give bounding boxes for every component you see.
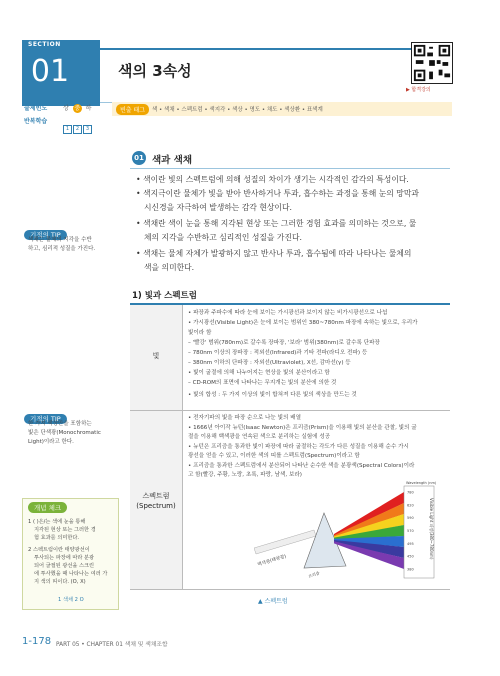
review-box-3[interactable]: 3 <box>83 125 92 134</box>
section01-title: 색과 색채 <box>152 155 193 166</box>
bullet-line: • 색채란 색이 눈을 통해 지각된 현상 또는 그러한 경험 효과를 의미하는 것으로, 물 <box>136 219 417 228</box>
prism-label: 프리즘 <box>307 570 321 579</box>
footer-text: PART 05 • CHAPTER 01 색채 및 색채조합 <box>56 642 168 648</box>
section01-rule <box>130 168 450 169</box>
difficulty-label: 출제빈도 <box>24 105 48 112</box>
table-bottom-border <box>130 589 450 590</box>
spectrum-figure <box>254 478 444 583</box>
concept-check-line: 에 투사했을 때 나타나는 여러 가 <box>34 571 108 577</box>
bullet-line: 시신경을 자극하여 발생하는 감각 현상이다. <box>144 203 292 212</box>
wavelength-tick-label: 780 <box>407 490 414 495</box>
review-box-1[interactable]: 1 <box>63 125 72 134</box>
tip1-head: 기적의 TIP <box>24 230 67 240</box>
subsection1-title: 1) 빛과 스펙트럼 <box>132 291 197 301</box>
visible-light-scale-label: Visible Light 파장(380~780nm) <box>429 498 434 560</box>
concept-check-answer: 1 색채 2 O <box>58 597 84 603</box>
review-boxes[interactable] <box>63 115 93 134</box>
wavelength-tick-label: 570 <box>407 529 414 533</box>
table-row-head <box>130 305 183 410</box>
table-cell-line: – '빨강' 범위(780nm)로 갈수록 장파장, '보라' 범위(380nm)로 갈수록 단파장 <box>188 340 380 346</box>
tip2-line: Light)이라고 한다. <box>28 439 74 445</box>
table-cell-line: 고 함(빨강, 주황, 노랑, 초록, 파랑, 남색, 보라) <box>188 472 302 478</box>
difficulty-high: 상 <box>63 105 69 112</box>
bullet-line: • 색채는 물체 자체가 발광하지 않고 반사나 투과, 흡수됨에 따라 나타나는 물체의 <box>136 249 412 258</box>
table-cell-line: • 프리즘을 통과한 스펙트럼에서 분산되어 나타난 순수한 색을 분광색(Spectral Colors)이라 <box>188 463 415 469</box>
wavelength-tick-label: 495 <box>407 541 414 546</box>
review-box-2[interactable]: 2 <box>73 125 82 134</box>
tip1-line: 하고, 심리적 성질을 가진다. <box>28 246 96 252</box>
row-head-light: 빛 <box>152 352 160 360</box>
table-cell-line: • 빛의 합성 : 두 가지 이상의 빛이 합쳐져 다른 빛의 색상을 만드는 것 <box>188 392 357 398</box>
table-cell-line: • 뉴턴은 프리즘을 통과한 빛이 파장에 따라 굴절하는 각도가 다른 성질을 이용해 순수 가시 <box>188 444 409 450</box>
wavelength-tick-label: 590 <box>407 516 414 521</box>
white-light-label: 백색광(태양광) <box>257 554 287 568</box>
difficulty-mid: 중 <box>74 105 81 112</box>
wavelength-tick-label: 380 <box>407 567 414 572</box>
wavelength-tick-label: 620 <box>407 503 414 508</box>
table-cell-line: • 가시광선(Visible Light)은 눈에 보이는 범위인 380~780nm 파장에 속하는 빛으로, 우리가 <box>188 320 418 326</box>
wavelength-tick-label: 450 <box>407 554 414 559</box>
page-title: 색의 3속성 <box>118 62 192 80</box>
concept-check-line: 되어 굴절된 광선을 스크린 <box>34 563 95 569</box>
tags-label: 빈출 태그 <box>116 104 149 115</box>
tags-text: 색 • 색채 • 스펙트럼 • 색지각 • 색상 • 명도 • 채도 • 색상환 • 표색계 <box>152 107 323 113</box>
concept-check-line: 2 스펙트럼이란 태양광선이 <box>28 547 90 553</box>
row-head-spectrum: 스펙트럼 (Spectrum) <box>136 492 176 510</box>
concept-check-line: 험 효과를 의미한다. <box>34 535 80 541</box>
difficulty-low: 하 <box>85 105 92 112</box>
section-number: 01 <box>30 54 70 89</box>
difficulty-levels <box>63 103 91 113</box>
table-cell-line: • 1666년 아이작 뉴턴(Isaac Newton)은 프리즘(Prism)을 이용해 빛의 분산을 관찰, 빛의 굴 <box>188 425 417 431</box>
review-label: 반복학습 <box>24 118 48 125</box>
qr-caption: ▶ 합격강의 <box>406 87 431 93</box>
concept-check-head: 개념 체크 <box>28 502 67 513</box>
bullet-line: 색을 의미한다. <box>144 263 195 272</box>
table-cell-line: 광선을 얻을 수 있고, 이러한 색의 띠를 스펙트럼(Spectrum)이라고 함 <box>188 453 360 459</box>
wavelengths-label: Wavelength (nm) <box>406 481 437 485</box>
concept-check-line: 1 ( )은/는 색에 눈을 통해 <box>28 519 86 525</box>
bullet-line: • 색지극이란 물체가 빛을 받아 반사하거나 투과, 흡수하는 과정을 통해 눈의 망막과 <box>136 189 419 198</box>
table-row-head <box>130 411 183 589</box>
table-cell-line: – CD-ROM의 표면에 나타나는 무지개는 빛의 분산에 의한 것 <box>188 380 337 386</box>
table-cell-line: – 780nm 이상의 장파장 : 적외선(Infrared)과 기타 전파(라디오 전파) 등 <box>188 350 368 356</box>
concept-check-line: 투사되는 파장에 따라 분광 <box>34 555 95 561</box>
section-label: SECTION <box>28 41 61 48</box>
tip1-line: 색채는 물체의 지각을 수반 <box>28 237 92 243</box>
tip2-line: 한 가지 색상만을 포함하는 <box>28 421 92 427</box>
table-cell-line: • 전자기파의 빛을 파장 순으로 나눈 빛의 배열 <box>188 415 302 421</box>
table-cell-line: • 파장과 주파수에 따라 눈에 보이는 가시광선과 보이지 않는 비가시광선으로 나뉨 <box>188 310 388 316</box>
spectrum-caption: ▲ 스펙트럼 <box>258 598 288 605</box>
bullet-line: 체의 지각을 수반하고 심리적인 성질을 가진다. <box>144 233 302 242</box>
tip2-head: 기적의 TIP <box>24 414 67 424</box>
concept-check-line: 지각된 현상 또는 그러한 경 <box>34 527 96 533</box>
tip2-line: 빛은 단색광(Monochromatic <box>28 430 101 436</box>
table-cell-line: 절을 이용해 백색광을 연속된 색으로 분리하는 실험에 성공 <box>188 434 331 440</box>
bullet-line: • 색이란 빛의 스펙트럼에 의해 성질의 차이가 생기는 시각적인 감각의 특성이다. <box>136 175 409 184</box>
qr-code-icon[interactable] <box>411 42 453 84</box>
concept-check-line: 지 색의 띠이다. (O, X) <box>34 579 86 585</box>
table-cell-line: – 380nm 이하의 단파장 : 자외선(Ultraviolet), X선, 감마선(γ) 등 <box>188 360 351 366</box>
section01-badge: 01 <box>132 151 146 165</box>
page-number: 1-178 <box>22 636 52 647</box>
table-cell-line: 빛이라 함 <box>188 330 212 336</box>
table-cell-line: • 빛이 굴절에 의해 나누어지는 현상을 빛의 분산이라고 함 <box>188 370 330 376</box>
